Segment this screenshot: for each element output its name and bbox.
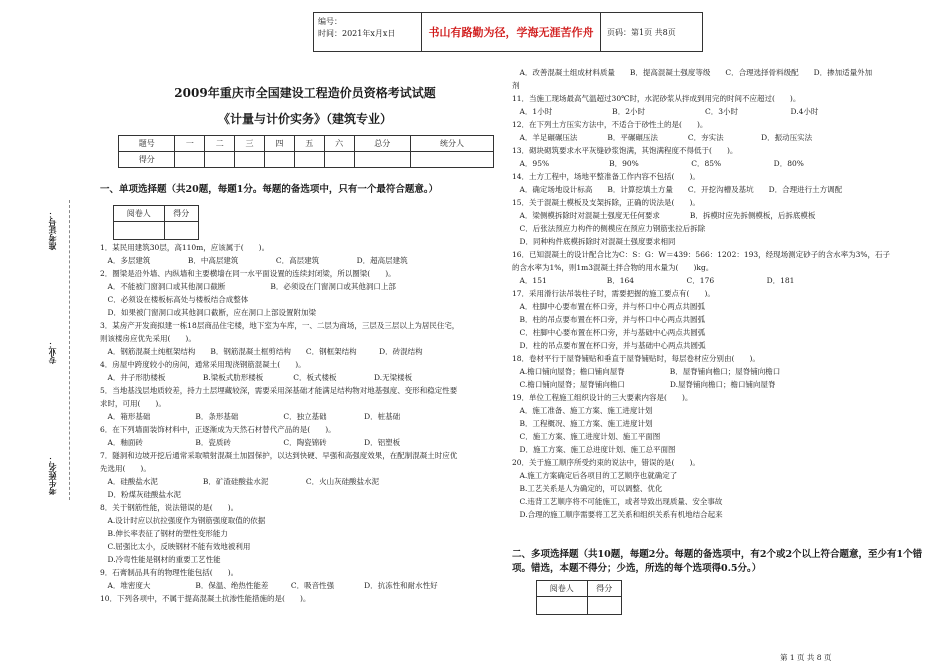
question-line: 则该楼房应优先采用( )。 xyxy=(100,334,196,343)
grader-score-label: 得分 xyxy=(587,581,621,597)
question-line: 14．土方工程中，场地平整准备工作内容不包括( )。 xyxy=(512,172,700,181)
score-input[interactable] xyxy=(354,152,410,168)
question-line: A．梁侧模拆除时对混凝土强度无任何要求 B．拆模时应先拆侧模板，后拆底模板 xyxy=(512,211,816,220)
question-line: A．施工准备、施工方案、施工进度计划 xyxy=(512,406,653,415)
question-line: 15．关于混凝土模板及支架拆除，正确的说法是( )。 xyxy=(512,198,700,207)
grader-input[interactable] xyxy=(114,222,165,240)
grader-score-label: 得分 xyxy=(164,206,198,222)
score-input[interactable] xyxy=(175,152,205,168)
score-cell: 统分人 xyxy=(410,136,493,152)
section1-heading: 一、单项选择题（共20题，每题1分。每题的备选项中，只有一个最符合题意。） xyxy=(100,184,439,195)
question-line: A.檐口铺向屋脊；檐口铺向屋脊 B．屋脊铺向檐口；屋脊铺向檐口 xyxy=(512,367,781,376)
question-line: 1．某民用建筑30层，高110m，应该属于( )。 xyxy=(100,243,270,252)
score-cell: 三 xyxy=(235,136,265,152)
question-line: D．柱的吊点要布置在杯口旁，并与基础中心两点共圆弧 xyxy=(512,341,706,350)
question-line: D.合理的施工顺序需要将工艺关系和组织关系有机地结合起来 xyxy=(512,510,723,519)
score-input[interactable] xyxy=(235,152,265,168)
question-line: A．钢筋混凝土纯框架结构 B．钢筋混凝土框剪结构 C．钢框架结构 D．砖混结构 xyxy=(100,347,423,356)
question-line: 剂 xyxy=(512,81,520,90)
score-value-row xyxy=(119,152,494,168)
question-line: A．堆密度大 B．保温、绝热性能差 C．吸音性强 D．抗冻性和耐水性好 xyxy=(100,581,438,590)
score-cell: 四 xyxy=(264,136,294,152)
grader-score-input[interactable] xyxy=(164,222,198,240)
question-line: A．151 B．164 C．176 D．181 xyxy=(512,276,795,285)
question-line: 11．当施工现场最高气温超过30℃时，水泥砂浆从拌成到用完的时间不应超过( )。 xyxy=(512,94,801,103)
question-line: A.施工方案确定后各项目的工艺顺序也就确定了 xyxy=(512,471,678,480)
exam-subtitle: 《计量与计价实务》（建筑专业） xyxy=(217,112,392,126)
score-cell: 五 xyxy=(294,136,324,152)
header-meta xyxy=(314,13,422,51)
question-line: C．柱脚中心要布置在杯口旁，并与基础中心两点共圆弧 xyxy=(512,328,706,337)
right-question-column xyxy=(512,66,937,521)
score-cell: 一 xyxy=(175,136,205,152)
question-line: B.伸长率表征了钢材的塑性变形能力 xyxy=(100,529,228,538)
question-line: A．95% B．90% C．85% D．80% xyxy=(512,159,804,168)
question-line: 3．某房产开发商拟建一栋18层商品住宅楼，地下室为车库，一、二层为商场，三层及三层以上为居民住宅， xyxy=(100,321,460,330)
question-line: D．粉煤灰硅酸盐水泥 xyxy=(100,490,182,499)
score-input[interactable] xyxy=(324,152,354,168)
grader-input[interactable] xyxy=(537,597,588,615)
question-line: 的含水率为1%，则1m3混凝土拌合物的用水量为( )kg。 xyxy=(512,263,714,272)
question-line: C．后张法预应力构件的侧模应在预应力钢筋张拉后拆除 xyxy=(512,224,706,233)
question-line: 6．在下列墙面装饰材料中，正逐渐成为天然石材替代产品的是( )。 xyxy=(100,425,336,434)
score-cell: 六 xyxy=(324,136,354,152)
question-line: 12．在下列土方压实方法中，不适合于砂性土的是( )。 xyxy=(512,120,708,129)
question-line: 4．房屋中跨度较小的房间，通常采用现浇钢筋混凝土( )。 xyxy=(100,360,306,369)
question-line: C.屈强比太小，反映钢材不能有效地被利用 xyxy=(100,542,251,551)
question-line: 13．砌块砌筑要求水平灰缝砂浆饱满，其饱满程度不得低于( )。 xyxy=(512,146,738,155)
grader-label: 阅卷人 xyxy=(537,581,588,597)
question-line: 先选用( )。 xyxy=(100,464,151,473)
student-name-label: 考生姓名： xyxy=(47,455,57,495)
question-line: A．改善混凝土组成材料质量 B．提高混凝土强度等级 C．合理选择骨料级配 D．掺加适量外加 xyxy=(512,68,873,77)
score-cell: 题号 xyxy=(119,136,175,152)
question-line: 5．当地基浅层地质较差，持力土层埋藏较深，需要采用深基础才能满足结构物对地基强度、变形和稳定性要 xyxy=(100,386,458,395)
binding-line xyxy=(69,200,70,500)
grader-score-input[interactable] xyxy=(587,597,621,615)
question-line: B．工程概况、施工方案、施工进度计划 xyxy=(512,419,653,428)
score-input[interactable] xyxy=(205,152,235,168)
page-label: 页码：第1页 共8页 xyxy=(607,27,676,37)
grader-box-2 xyxy=(536,580,622,615)
question-line: C．施工方案、施工进度计划、施工平面图 xyxy=(512,432,661,441)
question-line: 19．单位工程施工组织设计的三大要素内容是( )。 xyxy=(512,393,693,402)
question-line: C．必须设在楼板标高处与楼板结合成整体 xyxy=(100,295,249,304)
score-table xyxy=(118,135,494,168)
grader-box xyxy=(113,205,199,240)
exam-number-label: 准考证号： xyxy=(47,210,57,250)
question-line: A．井子形肋楼板 B.梁板式肋形楼板 C．板式楼板 D.无梁楼板 xyxy=(100,373,413,382)
score-header-row xyxy=(119,136,494,152)
score-cell: 得分 xyxy=(119,152,175,168)
motto: 书山有路勤为径，学海无涯苦作舟 xyxy=(422,13,601,51)
score-input[interactable] xyxy=(264,152,294,168)
question-line: 17．采用滑行法吊装柱子时，需要把握的施工要点有( )。 xyxy=(512,289,715,298)
section2-heading: 二、多项选择题（共10题，每题2分。每题的备选项中，有2个或2个以上符合题意，至少有1个错项。错选，本题不得分；少选，所选的每个选项得0.5分。） xyxy=(512,549,923,574)
question-line: 9．石膏制品具有的物理性能包括( )。 xyxy=(100,568,239,577)
question-line: A.设计时应以抗拉强度作为钢筋强度取值的依据 xyxy=(100,516,266,525)
question-line: D．施工方案、施工总进度计划、施工总平面图 xyxy=(512,445,676,454)
question-line: 18．卷材平行于屋脊铺贴和垂直于屋脊铺贴时，每层卷材应分别由( )。 xyxy=(512,354,760,363)
question-line: B.工艺关系是人为确定的，可以调整、优化 xyxy=(512,484,663,493)
question-line: 10．下列各项中，不属于提高混凝土抗渗性能措施的是( )。 xyxy=(100,594,311,603)
question-line: 2．圈梁是沿外墙、内纵墙和主要横墙在同一水平面设置的连续封闭梁，所以圈梁( )。 xyxy=(100,269,396,278)
question-line: A．羊足碾碾压法 B．平碾碾压法 C．夯实法 D．振动压实法 xyxy=(512,133,813,142)
question-line: A．多层建筑 B．中高层建筑 C．高层建筑 D．超高层建筑 xyxy=(100,256,408,265)
question-line: A．1小时 B．2小时 C．3小时 D.4小时 xyxy=(512,107,819,116)
question-line: 16．已知混凝土的设计配合比为C：S：G：W＝439：566：1202：193，经现场测定砂子的含水率为3%，石子 xyxy=(512,250,891,259)
time-label: 时间：2021年x月x日 xyxy=(318,29,396,38)
question-line: 20．关于施工顺序所受约束的说法中，错误的是( )。 xyxy=(512,458,700,467)
grader-label: 阅卷人 xyxy=(114,206,165,222)
score-cell: 总分 xyxy=(354,136,410,152)
score-input[interactable] xyxy=(410,152,493,168)
question-line: 8．关于钢筋性能，说法错误的是( )。 xyxy=(100,503,239,512)
question-line: A．不能被门窗洞口或其他洞口截断 B．必须设在门窗洞口或其他洞口上部 xyxy=(100,282,396,291)
id-label: 编号： xyxy=(318,17,342,26)
exam-title: 2009年重庆市全国建设工程造价员资格考试试题 xyxy=(174,86,436,100)
left-question-column xyxy=(100,241,510,605)
question-line: 7．隧洞和边坡开挖后通常采取喷射混凝土加固保护，以达到快硬、早强和高强度效果，在配制混凝土时应优 xyxy=(100,451,458,460)
question-line: B．柱的吊点要布置在杯口旁，并与杯口中心两点共圆弧 xyxy=(512,315,706,324)
question-line: A．硅酸盐水泥 B．矿渣硅酸盐水泥 C．火山灰硅酸盐水泥 xyxy=(100,477,380,486)
question-line: D.冷弯性能是钢材的重要工艺性能 xyxy=(100,555,221,564)
question-line: D．如果被门窗洞口或其他洞口截断，应在洞口上部设置附加梁 xyxy=(100,308,317,317)
question-line: C.违背工艺顺序将不可能施工，或者导致出现质量、安全事故 xyxy=(512,497,723,506)
page-footer: 第 1 页 共 8 页 xyxy=(780,653,832,662)
question-line: A．釉面砖 B．瓷质砖 C．陶瓷锦砖 D．铝塑板 xyxy=(100,438,401,447)
question-line: A．柱脚中心要布置在杯口旁，并与杯口中心两点共圆弧 xyxy=(512,302,705,311)
page-header xyxy=(313,12,703,52)
question-line: 求时，可用( )。 xyxy=(100,399,166,408)
score-cell: 二 xyxy=(205,136,235,152)
question-line: A．确定场地设计标高 B．计算挖填土方量 C．开挖沟槽及基坑 D．合理进行土方调配 xyxy=(512,185,843,194)
question-line: D．同种构件底模拆除时对混凝土强度要求相同 xyxy=(512,237,676,246)
question-line: A．箱形基础 B．条形基础 C．独立基础 D．桩基础 xyxy=(100,412,401,421)
question-line: C.檐口铺向屋脊；屋脊铺向檐口 D.屋脊铺向檐口；檐口铺向屋脊 xyxy=(512,380,776,389)
score-input[interactable] xyxy=(294,152,324,168)
major-label: 专业： xyxy=(47,340,57,364)
